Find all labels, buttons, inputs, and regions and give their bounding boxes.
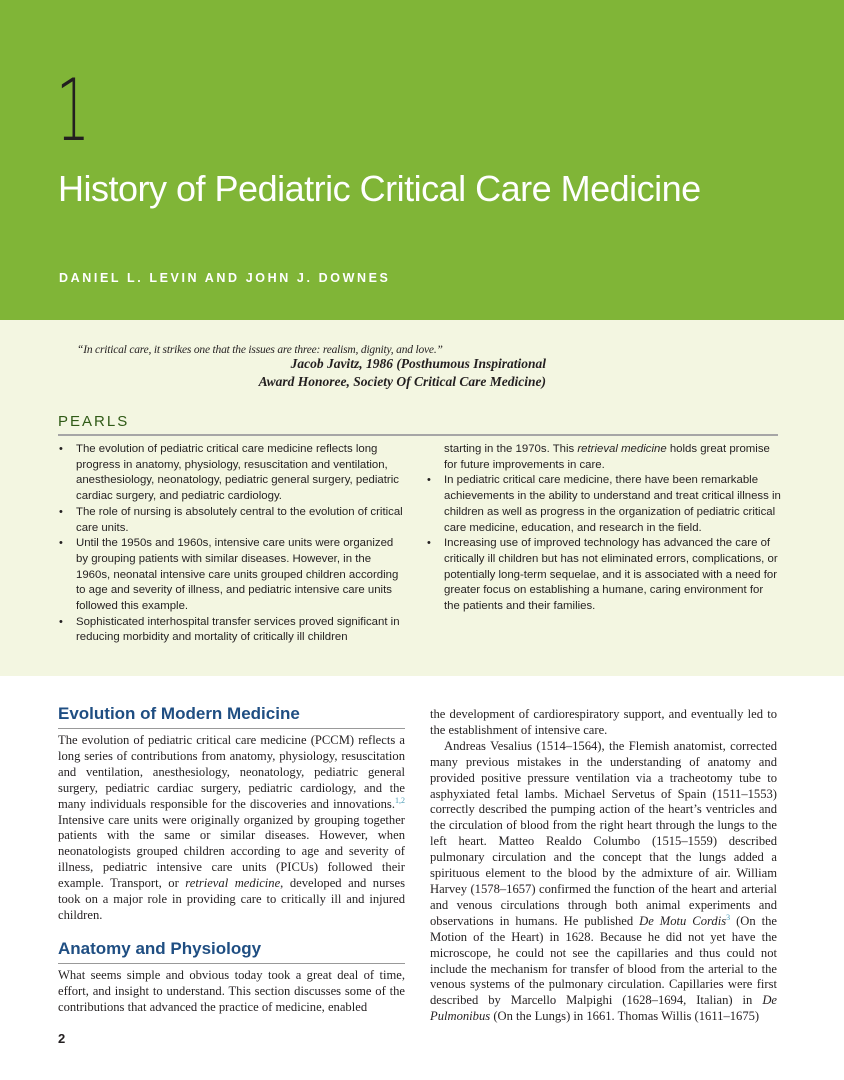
bullet-icon: •: [59, 505, 63, 518]
chapter-authors: DANIEL L. LEVIN AND JOHN J. DOWNES: [59, 271, 391, 285]
pearl-item: • Sophisticated interhospital transfer services proved significant in reducing morbidity and mortality of critically ill children: [59, 615, 400, 644]
pearl-item: • Increasing use of improved technology has advanced the care of critically ill children but has not eliminated errors, complications, or potentially long-term sequelae, and it is associated with a need for greater focus on establishing a humane, caring environment for the patients and their families.: [427, 537, 778, 613]
body-paragraph: Andreas Vesalius (1514–1564), the Flemish anatomist, corrected many previous mistakes in the understanding of anatomy and provided positive pressure ventilation via a tracheotomy tube to asphyxiated fetal lambs. Michael Servetus of Spain (1511–1553) correctly described the pumping action of the heart’s ventricles and the circulation of blood from the right heart through the lungs to the left heart. Matteo Realdo Columbo (1515–1559) described pulmonary circulation and the concept that the lungs added a spirituous element to the blood by the admixture of air. William Harvey (1578–1657) confirmed the function of the heart and arterial and venous circulations through both animal experiments and observations in humans. He published De Motu Cordis$^3$ (On the Motion of the Heart) in 1628. Because he did not yet have the microscope, he could not see the capillaries and thus could not include the mechanism for transfer of blood from the arterial to the venous systems of the pulmonary circulation. Capillaries were first described by Marcello Malpighi (1628–1694, Italian) in De Pulmonibus (On the Lungs) in 1661. Thomas Willis (1611–1675): [430, 738, 777, 1024]
pearls-rule-divider: [58, 434, 778, 436]
body-paragraph: The evolution of pediatric critical care medicine (PCCM) reflects a long series of contributions from anatomy, physiology, resuscitation and ventilation, anesthesiology, neonatology, pediatric general surgery, pediatric cardiac surgery, pediatric cardiology, and the many individuals responsible for the discoveries and innovations.$^{1,2}$ Intensive care units were originally organized by grouping together patients with the same or similar diseases. However, when neonatologists grouped children according to age and severity of illness, pediatric intensive care units (PICUs) followed their example. Transport, or retrieval medicine, developed and nurses took on a major role in providing care to critically ill and injured children.: [58, 733, 405, 922]
pearl-item: • Until the 1950s and 1960s, intensive care units were organized by grouping patients with similar diseases. However, in the 1960s, neonatal intensive care units grouped children according to age and severity of illness, and pediatric intensive care units followed this example.: [59, 537, 399, 613]
pearl-item: • The evolution of pediatric critical care medicine reflects long progress in anatomy, physiology, resuscitation and ventilation, anesthesiology, neonatology, pediatric general surgery, pediatric cardiac surgery, and pediatric cardiology.: [59, 443, 399, 503]
reference-superscript[interactable]: 1,2: [395, 795, 405, 805]
body-paragraph-continuation: the development of cardiorespiratory support, and eventually led to the establishment of intensive care.: [430, 707, 777, 737]
chapter-title: History of Pediatric Critical Care Medicine: [58, 168, 701, 209]
pearl-item-continuation: starting in the 1970s. This retrieval medicine holds great promise for future improvements in care.: [444, 443, 770, 471]
section-heading-evolution: Evolution of Modern Medicine: [58, 703, 405, 729]
chapter-number: 1: [56, 61, 90, 161]
body-column-left: [58, 703, 405, 1016]
bullet-icon: •: [427, 537, 431, 550]
body-paragraph: What seems simple and obvious today took a great deal of time, effort, and insight to understand. This section discusses some of the contributions that advanced the practice of medicine, enabled: [58, 967, 405, 1014]
epigraph-quote: “In critical care, it strikes one that the issues are three: realism, dignity, and love.”: [77, 344, 443, 356]
reference-superscript[interactable]: 3: [726, 912, 731, 922]
section-heading-anatomy: Anatomy and Physiology: [58, 938, 405, 964]
body-column-right: [430, 707, 777, 1025]
bullet-icon: •: [59, 443, 63, 455]
pearls-list-left-column: [58, 442, 403, 646]
page-number: 2: [58, 1031, 66, 1046]
pearls-heading: PEARLS: [58, 413, 130, 430]
attribution-line-2: Award Honoree, Society Of Critical Care Medicine): [258, 374, 546, 389]
pearl-item: • The role of nursing is absolutely central to the evolution of critical care units.: [59, 505, 403, 534]
attribution-line-1: Jacob Javitz, 1986 (Posthumous Inspirational: [290, 356, 546, 371]
bullet-icon: •: [59, 537, 63, 550]
bullet-icon: •: [427, 474, 431, 487]
pearls-list-right-column: [426, 442, 782, 615]
pearl-item: • In pediatric critical care medicine, there have been remarkable achievements in the ability to understand and treat critical illness in children as well as progress in the organization of pediatric critical care medicine, education, and research in the field.: [427, 474, 781, 534]
bullet-icon: •: [59, 615, 63, 628]
epigraph-attribution: [200, 355, 546, 391]
chapter-header-banner: [0, 0, 844, 320]
